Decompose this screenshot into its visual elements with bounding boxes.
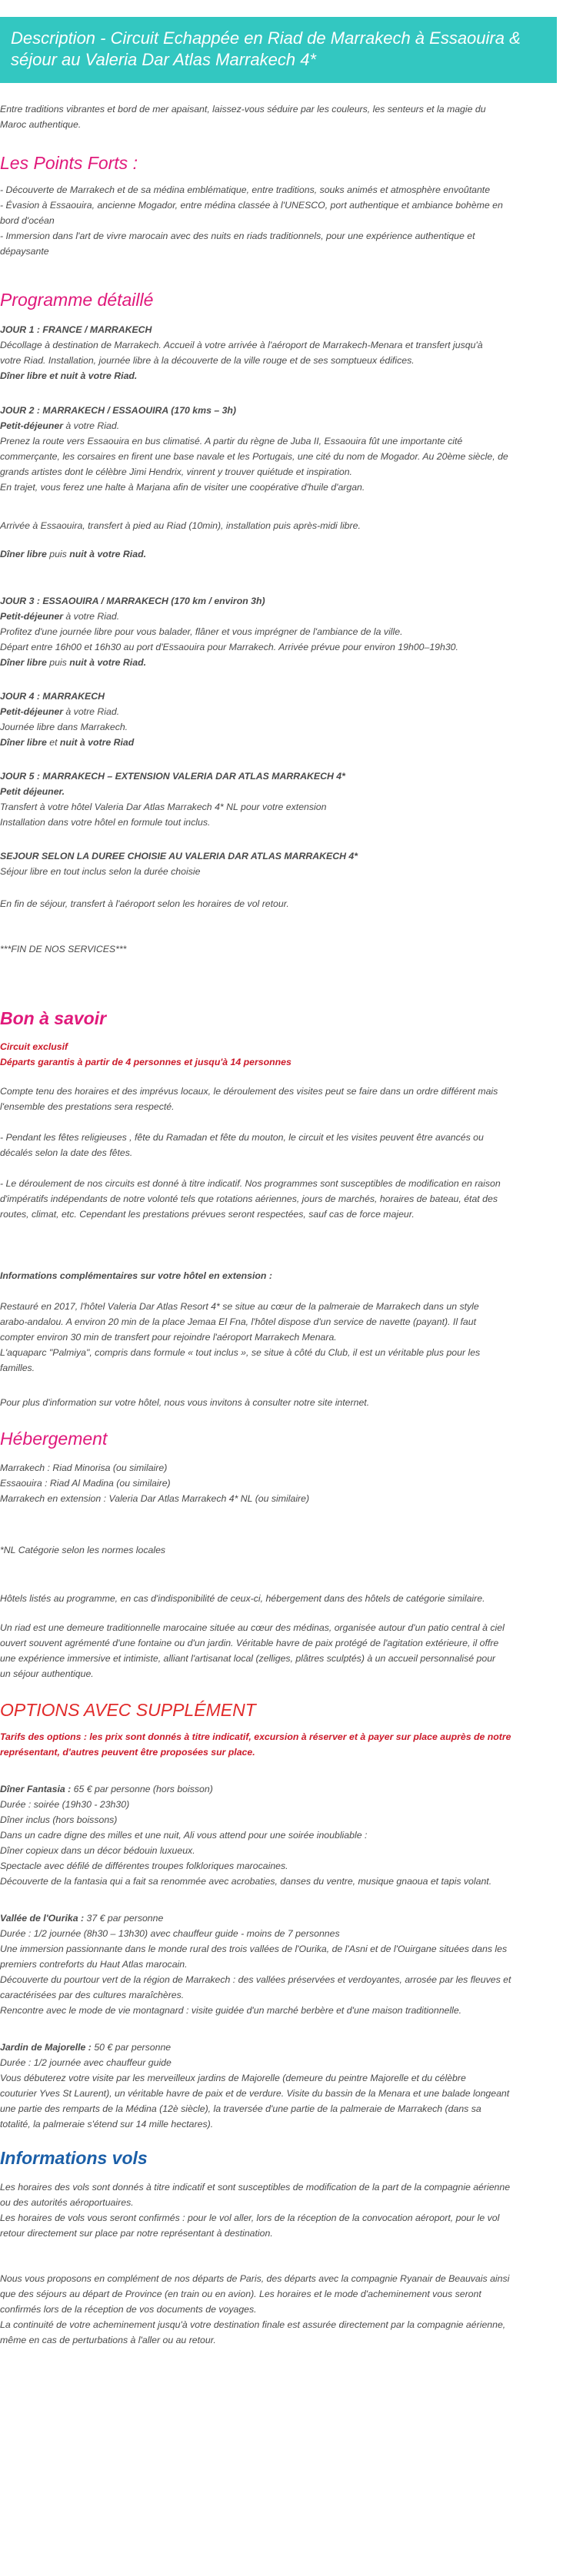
jour-4-dinner-mid: et <box>46 737 60 748</box>
ourika-line: Rencontre avec le mode de vie montagnard : visite guidée d'un marché berbère et d'une maison traditionnelle. <box>0 2005 462 2016</box>
points-forts-line: - Évasion à Essaouira, ancienne Mogador, entre médina classée à l'UNESCO, port authentique et ambiance bohème en <box>0 200 503 211</box>
jour-3-dinner-bold: Dîner libre <box>0 657 47 668</box>
jour-3-breakfast <box>0 609 569 624</box>
ourika-name: Vallée de l'Ourika : <box>0 1913 85 1924</box>
circuit-exclusif: Circuit exclusif <box>0 1041 68 1052</box>
hotel-more-info: Pour plus d'information sur votre hôtel, nous vous invitons à consulter notre site internet. <box>0 1397 370 1408</box>
jour-2-dinner-bold: Dîner libre <box>0 549 47 559</box>
bon-line: décalés selon la date des fêtes. <box>0 1147 133 1158</box>
fantasia-line: Spectacle avec défilé de différentes troupes folkloriques marocaines. <box>0 1861 288 1871</box>
vols-line: confirmés lors de la réception de vos documents de voyages. <box>0 2304 257 2315</box>
jour-1-title: JOUR 1 : FRANCE / MARRAKECH <box>0 324 152 335</box>
riad-line: une expérience immersive et intimiste, alliant l'artisanat local (zelliges, plâtres sculptés) à un accueil personnalisé pour <box>0 1653 496 1664</box>
vols-line: même en cas de perturbations à l'aller ou au retour. <box>0 2335 216 2345</box>
jour-1 <box>0 322 569 383</box>
fantasia-line: Dîner inclus (hors boissons) <box>0 1814 118 1825</box>
fantasia-line: Durée : soirée (19h30 - 23h30) <box>0 1799 130 1810</box>
bon-p1 <box>0 1084 569 1114</box>
sejour-line: Séjour libre en tout inclus selon la durée choisie <box>0 866 201 877</box>
jour-3-night-bold: nuit à votre Riad. <box>69 657 146 668</box>
vols-horaires <box>0 2179 569 2241</box>
points-forts-line: - Découverte de Marrakech et de sa médina emblématique, entre traditions, souks animés et atmosphère envoûtante <box>0 184 491 195</box>
ourika-line: caractérisées par des cultures maraîchères. <box>0 1990 185 2000</box>
jour-3-breakfast-bold: Petit-déjeuner <box>0 611 63 622</box>
hebergement-list <box>0 1460 569 1506</box>
tarifs-line: Tarifs des options : les prix sont donnés à titre indicatif, excursion à réserver et à payer sur place auprès de notre <box>0 1731 511 1742</box>
jour-3-dinner <box>0 655 569 670</box>
jour-2-breakfast <box>0 418 569 433</box>
bon-p2 <box>0 1130 569 1160</box>
jour-4-breakfast-rest: à votre Riad. <box>63 706 120 717</box>
jour-4-breakfast <box>0 704 569 719</box>
bon-line: l'ensemble des prestations sera respecté. <box>0 1101 175 1112</box>
tarifs-line: représentant, d'autres peuvent être proposées sur place. <box>0 1747 255 1758</box>
jour-4-dinner <box>0 735 569 750</box>
description-banner <box>0 17 557 83</box>
jour-3-title: JOUR 3 : ESSAOUIRA / MARRAKECH (170 km / environ 3h) <box>0 596 265 606</box>
jour-2-breakfast-rest: à votre Riad. <box>63 420 120 431</box>
hebergement-line: Marrakech en extension : Valeria Dar Atlas Marrakech 4* NL (ou similaire) <box>0 1493 310 1504</box>
majorelle-price: 50 € par personne <box>91 2042 172 2053</box>
hotel-line: L'aquaparc "Palmiya", compris dans formule « tout inclus », se situe à côté du Club, il est un véritable plus pour les <box>0 1347 481 1358</box>
jour-2-breakfast-bold: Petit-déjeuner <box>0 420 63 431</box>
option-ourika <box>0 1910 569 2018</box>
sejour <box>0 848 569 879</box>
hebergement-heading: Hébergement <box>0 1429 108 1449</box>
bon-p3 <box>0 1176 569 1222</box>
jour-5-breakfast: Petit déjeuner. <box>0 786 65 797</box>
bon-line: routes, climat, etc. Cependant les prestations prévues seront respectées, sauf cas de force majeur. <box>0 1209 415 1220</box>
points-forts-line: dépaysante <box>0 246 49 257</box>
fin-services: ***FIN DE NOS SERVICES*** <box>0 944 127 954</box>
jour-4-night-bold: nuit à votre Riad <box>59 737 135 748</box>
riad-line: ouvert souvent agrémenté d'une fontaine ou d'un jardin. Véritable havre de paix protégé de l'agitation extérieure, il offre <box>0 1638 499 1648</box>
jour-2-line: En trajet, vous ferez une halte à Marjana afin de visiter une coopérative d'huile d'argan. <box>0 482 365 493</box>
vols-departs <box>0 2271 569 2348</box>
majorelle-line: totalité, la palmeraie s'étend sur 14 mille hectares). <box>0 2119 214 2130</box>
programme-heading: Programme détaillé <box>0 290 154 310</box>
jour-4-title: JOUR 4 : MARRAKECH <box>0 691 105 702</box>
hebergement-line: Essaouira : Riad Al Madina (ou similaire) <box>0 1478 171 1489</box>
jour-5-title: JOUR 5 : MARRAKECH – EXTENSION VALERIA DAR ATLAS MARRAKECH 4* <box>0 771 345 782</box>
vols-line: Les horaires des vols sont donnés à titre indicatif et sont susceptibles de modification de la part de la compagnie aérienne <box>0 2182 511 2193</box>
ourika-header <box>0 1910 569 1926</box>
vols-line: Nous vous proposons en complément de nos départs de Paris, des départs avec la compagnie Ryanair de Beauvais ainsi <box>0 2273 510 2284</box>
riad-line: Un riad est une demeure traditionnelle marocaine située au cœur des médinas, organisée autour d'un patio central à ciel <box>0 1622 505 1633</box>
hotel-line: arabo-andalou. A environ 20 min de la place Jemaa El Fna, l'hôtel dispose d'un service de navette (payant). Il faut <box>0 1316 476 1327</box>
hotels-listes-note: Hôtels listés au programme, en cas d'indisponibilité de ceux-ci, hébergement dans des hôtels de catégorie similaire. <box>0 1593 485 1604</box>
bon-a-savoir-departs <box>0 1039 569 1070</box>
jour-3-line: Profitez d'une journée libre pour vous balader, flâner et vous imprégner de l'ambiance de la ville. <box>0 626 403 637</box>
bon-line: - Le déroulement de nos circuits est donné à titre indicatif. Nos programmes sont susceptibles de modification en raison <box>0 1178 501 1189</box>
jour-2 <box>0 403 569 495</box>
fantasia-header <box>0 1781 569 1797</box>
jour-2-dinner-mid: puis <box>46 549 70 559</box>
riad-line: un séjour authentique. <box>0 1668 94 1679</box>
jour-3-line: Départ entre 16h00 et 16h30 au port d'Essaouira pour Marrakech. Arrivée prévue pour environ 19h00–19h30. <box>0 642 458 652</box>
points-forts-line: bord d'océan <box>0 215 55 226</box>
ourika-price: 37 € par personne <box>84 1913 164 1924</box>
intro-line: Entre traditions vibrantes et bord de mer apaisant, laissez-vous séduire par les couleurs, les senteurs et la magie du <box>0 104 486 115</box>
vols-line: La continuité de votre acheminement jusqu'à votre destination finale est assurée directement par la compagnie aérienne, <box>0 2319 506 2330</box>
fantasia-name: Dîner Fantasia : <box>0 1784 72 1794</box>
sejour-title: SEJOUR SELON LA DUREE CHOISIE AU VALERIA DAR ATLAS MARRAKECH 4* <box>0 851 358 861</box>
jour-5-line: Installation dans votre hôtel en formule tout inclus. <box>0 817 211 828</box>
bon-a-savoir-heading: Bon à savoir <box>0 1008 107 1028</box>
fantasia-price: 65 € par personne (hors boisson) <box>71 1784 213 1794</box>
jour-5-line: Transfert à votre hôtel Valeria Dar Atlas Marrakech 4* NL pour votre extension <box>0 802 327 812</box>
points-forts-heading: Les Points Forts : <box>0 153 138 173</box>
intro-text <box>0 101 569 132</box>
banner-title-line-1: Description - Circuit Echappée en Riad de Marrakech à Essaouira & <box>11 28 521 48</box>
ourika-line: Une immersion passionnante dans le monde rural des trois vallées de l'Ourika, de l'Asni et de l'Ouirgane situées dans les <box>0 1944 508 1954</box>
jour-2-line: Prenez la route vers Essaouira en bus climatisé. A partir du règne de Juba II, Essaouira fût une importante cité <box>0 436 463 446</box>
riad-description <box>0 1620 569 1681</box>
jour-1-meals: Dîner libre et nuit à votre Riad. <box>0 370 138 381</box>
hotel-info-title: Informations complémentaires sur votre hôtel en extension : <box>0 1270 272 1281</box>
jour-4 <box>0 689 569 750</box>
hotel-line: Restauré en 2017, l'hôtel Valeria Dar Atlas Resort 4* se situe au cœur de la palmeraie de Marrakech dans un style <box>0 1301 479 1312</box>
jour-2-line: grands artistes dont le célèbre Jimi Hendrix, vinrent y trouver quiétude et inspiration. <box>0 466 352 477</box>
vols-line: retour directement sur place par notre représentant à destination. <box>0 2228 273 2239</box>
majorelle-line: Durée : 1/2 journée avec chauffeur guide <box>0 2057 172 2068</box>
option-fantasia <box>0 1781 569 1889</box>
banner-title-line-2: séjour au Valeria Dar Atlas Marrakech 4* <box>11 50 316 69</box>
points-forts-line: - Immersion dans l'art de vivre marocain avec des nuits en riads traditionnels, pour une expérience authentique et <box>0 231 475 241</box>
majorelle-name: Jardin de Majorelle : <box>0 2042 92 2053</box>
bon-line: Compte tenu des horaires et des imprévus locaux, le déroulement des visites peut se faire dans un ordre différent mais <box>0 1086 498 1097</box>
bon-line: - Pendant les fêtes religieuses , fête du Ramadan et fête du mouton, le circuit et les visites peuvent être avancés ou <box>0 1132 484 1143</box>
vols-line: que des séjours au départ de Province (en train ou en avion). Les horaires et le mode d'acheminement vous seront <box>0 2289 481 2299</box>
majorelle-line: Vous débuterez votre visite par les merveilleux jardins de Majorelle (demeure du peintre Majorelle et du célèbre <box>0 2073 466 2083</box>
nl-note: *NL Catégorie selon les normes locales <box>0 1545 166 1555</box>
hebergement-line: Marrakech : Riad Minorisa (ou similaire) <box>0 1462 168 1473</box>
jour-2-title: JOUR 2 : MARRAKECH / ESSAOUIRA (170 kms – 3h) <box>0 405 237 416</box>
ourika-line: premiers contreforts du Haut Atlas marocain. <box>0 1959 188 1970</box>
vols-line: Les horaires de vols vous seront confirmés : pour le vol aller, lors de la réception de la convocation aéroport, pour le vol <box>0 2213 500 2223</box>
departs-garantis: Départs garantis à partir de 4 personnes et jusqu'à 14 personnes <box>0 1057 292 1067</box>
jour-5 <box>0 768 569 830</box>
jour-1-line: Décollage à destination de Marrakech. Accueil à votre arrivée à l'aéroport de Marrakech-Menara et transfert jusqu'à <box>0 340 483 350</box>
fantasia-line: Dîner copieux dans un décor bédouin luxueux. <box>0 1845 195 1856</box>
intro-line: Maroc authentique. <box>0 119 82 130</box>
jour-3-dinner-mid: puis <box>46 657 70 668</box>
ourika-line: Découverte du pourtour vert de la région de Marrakech : des vallées préservées et verdoyantes, arrosée par les fleuves et <box>0 1974 511 1985</box>
ourika-line: Durée : 1/2 journée (8h30 – 13h30) avec chauffeur guide - moins de 7 personnes <box>0 1928 340 1939</box>
fin-sejour: En fin de séjour, transfert à l'aéroport selon les horaires de vol retour. <box>0 898 289 909</box>
jour-2-night-bold: nuit à votre Riad. <box>69 549 146 559</box>
hotel-line: compter environ 30 min de transfert pour rejoindre l'aéroport Marrakech Menara. <box>0 1332 337 1343</box>
jour-3 <box>0 593 569 670</box>
fantasia-line: Découverte de la fantasia qui a fait sa renommée avec acrobaties, danses du ventre, musique gnaoua et tapis volant. <box>0 1876 492 1887</box>
options-heading: OPTIONS AVEC SUPPLÉMENT <box>0 1700 256 1720</box>
jour-4-dinner-bold: Dîner libre <box>0 737 47 748</box>
vols-line: ou des autorités aéroportuaires. <box>0 2197 134 2208</box>
jour-3-breakfast-rest: à votre Riad. <box>63 611 120 622</box>
majorelle-header <box>0 2040 569 2055</box>
jour-4-breakfast-bold: Petit-déjeuner <box>0 706 63 717</box>
options-tarifs <box>0 1729 569 1760</box>
hotel-line: familles. <box>0 1363 35 1373</box>
jour-4-line: Journée libre dans Marrakech. <box>0 722 128 732</box>
jour-2-dinner <box>0 546 569 562</box>
jour-1-line: votre Riad. Installation, journée libre à la découverte de la ville rouge et de ses somptueux édifices. <box>0 355 415 366</box>
jour-2-arrival: Arrivée à Essaouira, transfert à pied au Riad (10min), installation puis après-midi libre. <box>0 520 361 531</box>
bon-line: d'impératifs indépendants de notre volonté tels que rotations aériennes, jours de marchés, horaires de bateau, état des <box>0 1193 498 1204</box>
majorelle-line: couturier Yves St Laurent), un véritable havre de paix et de verdure. Visite du bassin de la Menara et une balade longeant <box>0 2088 510 2099</box>
informations-vols-heading: Informations vols <box>0 2148 148 2168</box>
jour-2-line: commerçante, les corsaires en firent une base navale et les Portugais, une cité du nom de Mogador. Au 20ème siècle, de <box>0 451 508 462</box>
fantasia-line: Dans un cadre digne des milles et une nuit, Ali vous attend pour une soirée inoubliable : <box>0 1830 368 1841</box>
hotel-info <box>0 1299 569 1376</box>
points-forts-list <box>0 182 569 259</box>
majorelle-line: une partie des remparts de la Médina (12è siècle), la traversée d'une partie de la palmeraie de Marrakech (dans sa <box>0 2103 481 2114</box>
option-majorelle <box>0 2040 569 2132</box>
